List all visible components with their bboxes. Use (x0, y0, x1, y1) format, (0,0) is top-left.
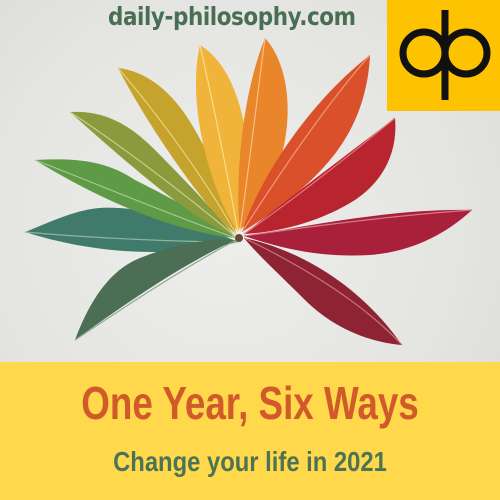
headline: One Year, Six Ways (81, 377, 419, 429)
stem-hub-icon (235, 234, 243, 242)
site-url: daily-philosophy.com (108, 2, 356, 31)
green-leaf-2-icon (75, 240, 236, 340)
title-banner (0, 362, 500, 500)
subheadline: Change your life in 2021 (113, 446, 387, 477)
dp-monogram-icon (387, 0, 500, 111)
dp-logo (387, 0, 500, 111)
